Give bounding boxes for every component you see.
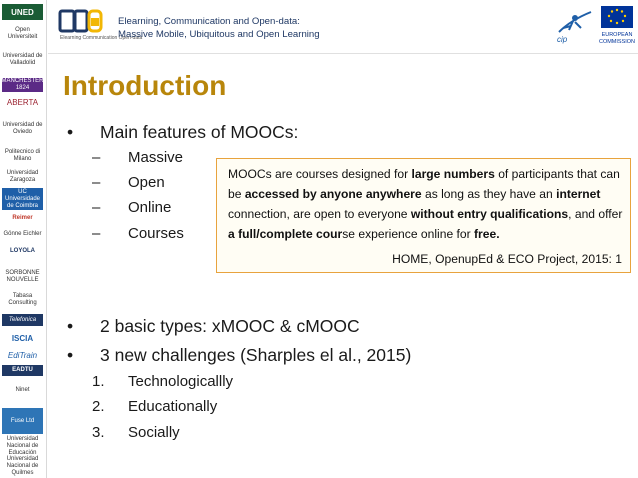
polimi-logo: Politecnico di Milano [4, 149, 41, 162]
callout-seg-bold: accessed by anyone anywhere [244, 187, 422, 201]
callout-seg: of participants that can be [228, 167, 620, 201]
callout-seg: connection, are open to everyone [228, 207, 411, 221]
eu-logo [597, 5, 637, 47]
valladolid-logo: Universidad de Valladolid [2, 53, 43, 66]
dash-marker: – [92, 174, 101, 191]
bullet-marker: • [67, 122, 74, 142]
coimbra-logo: UC Universidade de Coimbra [2, 188, 43, 210]
uned-nacional-logo: Universidad Nacional de Educación [6, 435, 39, 456]
aberta-logo: ABERTA [6, 97, 39, 107]
iscia-logo: ISCIA [11, 333, 34, 343]
partner-logos-sidebar [0, 0, 47, 478]
sub-item-text: Courses [128, 225, 184, 242]
telefonica-logo: Telefonica [2, 314, 43, 326]
sub-item-text: Open [128, 174, 165, 191]
sub-item-text: Online [128, 199, 172, 216]
callout-seg-bold: free. [474, 227, 500, 241]
callout-seg: as long as they have an [421, 187, 557, 201]
gonne-eichler-logo: Gönne Eichler [3, 230, 42, 237]
callout-seg-bold: a full/complete cour [228, 227, 343, 241]
bullet-text: 3 new challenges (Sharples el al., 2015) [100, 345, 412, 365]
editrain-logo: EdiTrain [7, 350, 38, 360]
zaragoza-logo: Universidad Zaragoza [6, 170, 39, 183]
oviedo-logo: Universidad de Oviedo [2, 122, 43, 135]
header-title-line2: Massive Mobile, Ubiquitous and Open Learning [118, 29, 320, 40]
numbered-item-text: Educationally [128, 398, 218, 415]
sorbonne-logo: SORBONNE NOUVELLE [5, 270, 40, 283]
open-universiteit-logo: Open Universiteit [7, 27, 38, 40]
eadtu-logo: EADTU [2, 365, 43, 376]
callout-seg-bold: internet [556, 187, 601, 201]
sub-item-text: Massive [128, 149, 184, 166]
project-header-title [118, 15, 320, 41]
manchester-logo: MANCHESTER 1824 [1, 78, 44, 91]
reimer-logo: Reimer [12, 214, 33, 221]
callout-seg: se experience online for [342, 227, 475, 241]
header-title-line1: Elearning, Communication and Open-data: [118, 16, 300, 27]
quilmes-logo: Universidad Nacional de Quilmes [6, 455, 39, 476]
callout-seg: MOOCs are courses designed for [228, 167, 412, 181]
dash-marker: – [92, 225, 101, 242]
callout-citation: HOME, OpenupEd & ECO Project, 2015: 1 [392, 252, 622, 266]
cip-label: cip [557, 35, 568, 44]
ninet-logo: Ninet [15, 386, 30, 393]
callout-seg-bold: without entry qualifications [410, 207, 569, 221]
number-marker: 3. [92, 424, 105, 441]
bullet-marker: • [67, 345, 74, 365]
fuse-logo: Fuse Ltd [2, 408, 43, 434]
eco-logo-sub: Elearning Communication Open-data [60, 35, 143, 41]
dash-marker: – [92, 199, 101, 216]
number-marker: 2. [92, 398, 105, 415]
loyola-logo: LOYOLA [10, 247, 35, 254]
cip-logo [553, 6, 595, 46]
uned-logo: UNED [2, 4, 43, 20]
eco-logo [58, 8, 143, 46]
callout-seg-bold: large numbers [411, 167, 495, 181]
bullet-text: Main features of MOOCs: [100, 122, 299, 142]
number-marker: 1. [92, 373, 105, 390]
bullet-text: 2 basic types: xMOOC & cMOOC [100, 316, 360, 336]
eu-label-line2: COMMISSION [598, 39, 636, 45]
slide-title: Introduction [63, 70, 227, 101]
bullet-marker: • [67, 316, 74, 336]
numbered-item-text: Socially [128, 424, 180, 441]
dash-marker: – [92, 149, 101, 166]
eu-label-line1: EUROPEAN [601, 32, 633, 38]
callout-seg: , and offer [568, 207, 623, 221]
mooc-definition-callout [216, 158, 631, 273]
numbered-item-text: Technologicallly [128, 373, 234, 390]
tabasa-logo: Tabasa Consulting [8, 293, 37, 306]
header-divider [48, 53, 638, 54]
